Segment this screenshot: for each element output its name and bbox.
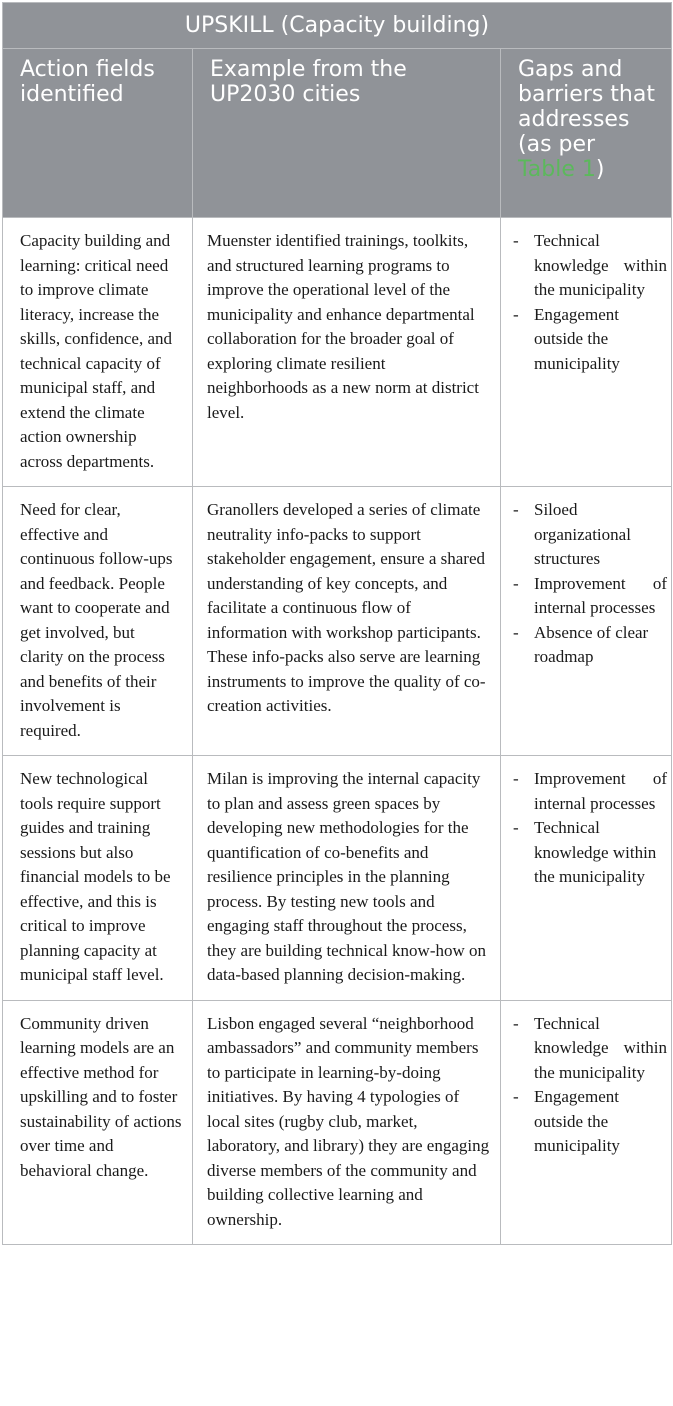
gap-item: - Technical knowledge within the municipality	[511, 1012, 667, 1086]
action-field-cell: Need for clear, effective and continuous follow-ups and feedback. People want to cooperate and get involved, but clarity on the process and benefits of their involvement is required.	[3, 487, 193, 756]
gaps-cell	[501, 487, 672, 756]
example-cell: Granollers developed a series of climate neutrality info-packs to support stakeholder engagement, ensure a shared understanding of key concepts, and facilitate a continuous flow of information with workshop participants. These info-packs also serve are learning instruments to improve the quality of co-creation activities.	[193, 487, 501, 756]
example-cell: Lisbon engaged several “neighborhood ambassadors” and community members to participate in learning-by-doing initiatives. By having 4 typologies of local sites (rugby club, market, laboratory, and library) they are engaging diverse members of the community and building collective learning and ownership.	[193, 1000, 501, 1245]
header-gaps-text: Gaps and barriers that addresses (as per	[518, 57, 655, 157]
header-gaps-close: )	[595, 157, 605, 182]
gap-item: - Technical knowledge within the municipality	[511, 816, 667, 890]
action-field-cell: Community driven learning models are an effective method for upskilling and to foster sustainability of actions over time and behavioral change.	[3, 1000, 193, 1245]
gap-item: - Engagement outside the municipality	[511, 303, 667, 377]
gap-item: - Improvement of internal processes	[511, 767, 667, 816]
gaps-cell	[501, 756, 672, 1001]
header-action-fields: Action fields identified	[3, 49, 193, 218]
gaps-cell	[501, 218, 672, 487]
gaps-list	[511, 1012, 667, 1159]
gap-item: - Engagement outside the municipality	[511, 1085, 667, 1159]
header-example: Example from the UP2030 cities	[193, 49, 501, 218]
table-row	[3, 756, 672, 1001]
gaps-list	[511, 498, 667, 670]
table-header	[3, 3, 672, 218]
gap-item: - Improvement of internal processes	[511, 572, 667, 621]
title-row	[3, 3, 672, 49]
table-row	[3, 1000, 672, 1245]
table-row	[3, 218, 672, 487]
action-field-cell: Capacity building and learning: critical need to improve climate literacy, increase the skills, confidence, and technical capacity of municipal staff, and extend the climate action ownership across departments.	[3, 218, 193, 487]
gap-item: - Technical knowledge within the municipality	[511, 229, 667, 303]
example-cell: Muenster identified trainings, toolkits, and structured learning programs to improve the operational level of the municipality and enhance departmental collaboration for the broader goal of exploring climate resilient neighborhoods as a new norm at district level.	[193, 218, 501, 487]
gap-item: - Absence of clear roadmap	[511, 621, 667, 670]
table-row	[3, 487, 672, 756]
table-title: UPSKILL (Capacity building)	[3, 3, 672, 49]
header-gaps	[501, 49, 672, 218]
upskill-table	[2, 2, 672, 1245]
gaps-list	[511, 767, 667, 890]
gaps-cell	[501, 1000, 672, 1245]
action-field-cell: New technological tools require support guides and training sessions but also financial models to be effective, and this is critical to improve planning capacity at municipal staff level.	[3, 756, 193, 1001]
gap-item: - Siloed organizational structures	[511, 498, 667, 572]
gaps-list	[511, 229, 667, 376]
table-1-link[interactable]: Table 1	[518, 157, 596, 182]
column-header-row	[3, 49, 672, 218]
table-body	[3, 218, 672, 1245]
example-cell: Milan is improving the internal capacity to plan and assess green spaces by developing new methodologies for the quantification of co-benefits and resilience principles in the planning process. By testing new tools and engaging staff throughout the process, they are building technical know-how on data-based planning decision-making.	[193, 756, 501, 1001]
